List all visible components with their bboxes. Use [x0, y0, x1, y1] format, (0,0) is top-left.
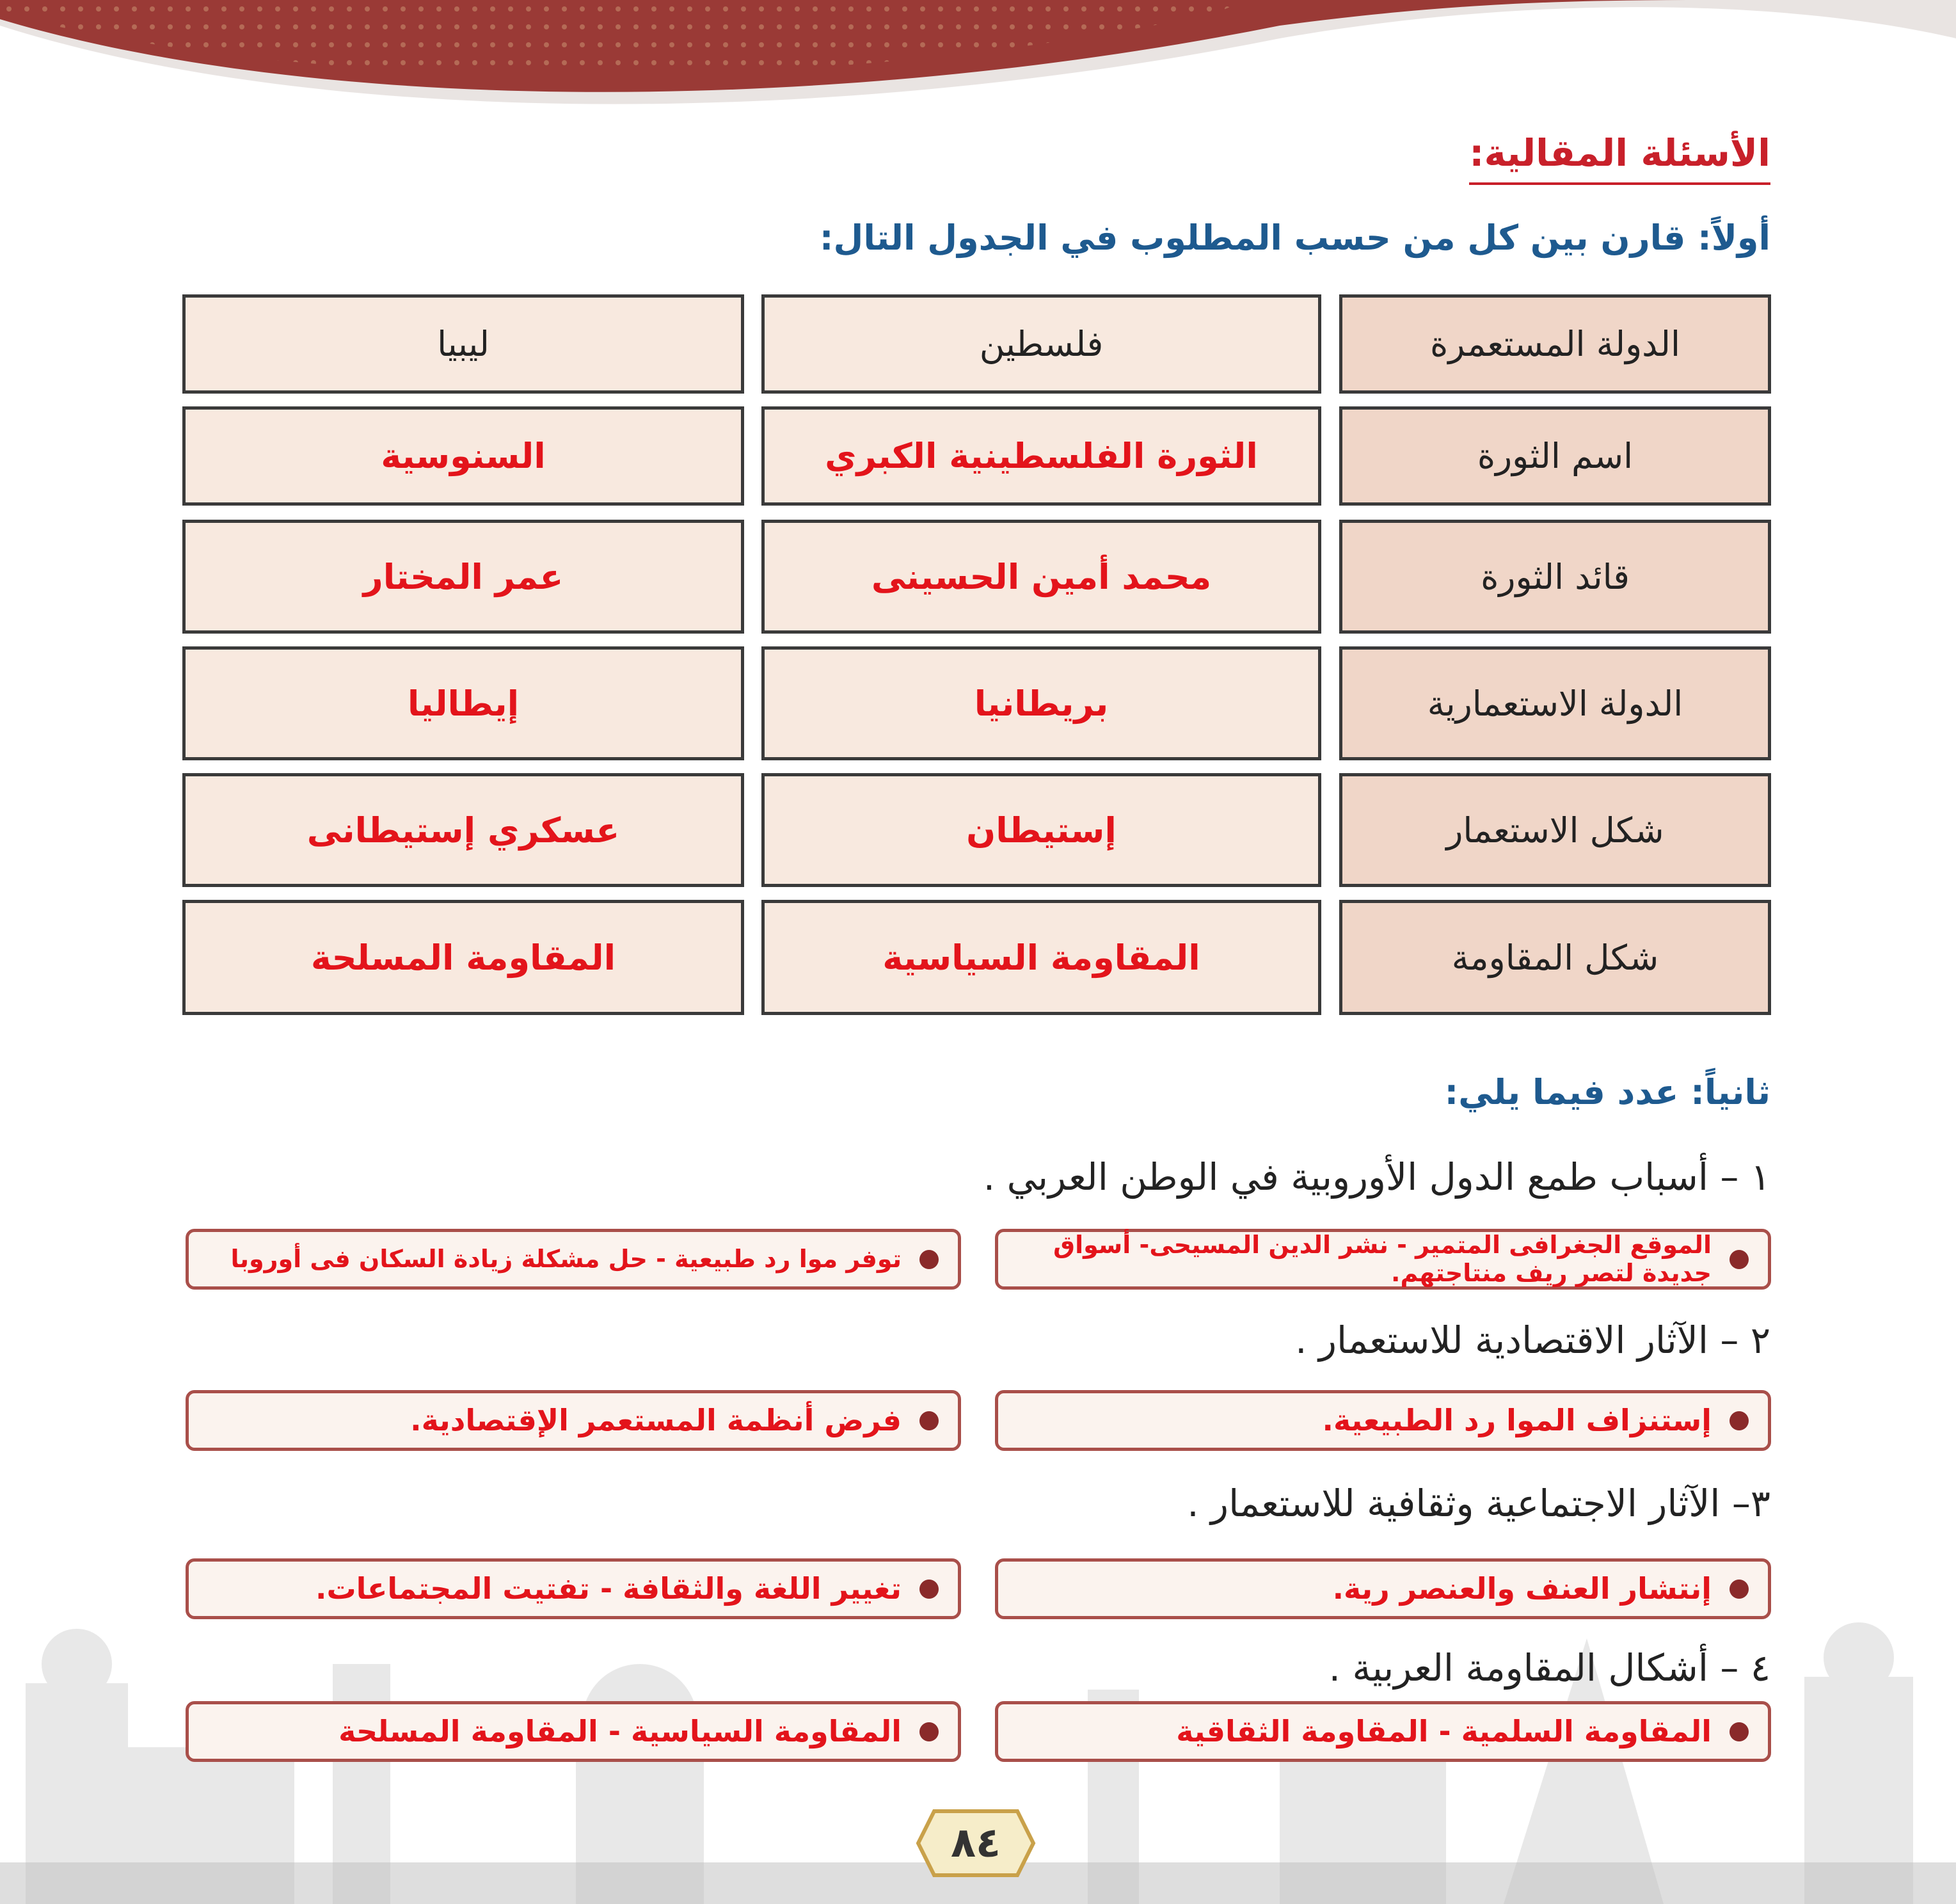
answer-cell: عمر المختار	[182, 520, 744, 634]
bullet-icon	[919, 1250, 939, 1269]
item-heading: ١ – أسباب طمع الدول الأوروبية في الوطن العربي .	[983, 1155, 1770, 1199]
bullet-icon	[1729, 1250, 1749, 1269]
row-label: قائد الثورة	[1339, 520, 1771, 634]
answer-cell: السنوسية	[182, 406, 744, 506]
answer-text: فرض أنظمة المستعمر الإقتصادية.	[410, 1403, 902, 1438]
question2-heading: ثانياً: عدد فيما يلي:	[1444, 1072, 1770, 1112]
bullet-icon	[919, 1580, 939, 1599]
answer-box	[995, 1558, 1771, 1619]
answer-cell: المقاومة المسلحة	[182, 900, 744, 1015]
answer-box	[995, 1390, 1771, 1451]
item-heading: ٣– الآثار الاجتماعية وثقافية للاستعمار .	[1187, 1482, 1770, 1525]
top-banner-decoration	[0, 0, 1956, 134]
item-heading: ٤ – أشكال المقاومة العربية .	[1328, 1646, 1770, 1690]
answer-box	[995, 1229, 1771, 1290]
answer-cell: الثورة الفلسطينية الكبري	[761, 406, 1321, 506]
table-header-label: الدولة المستعمرة	[1339, 294, 1771, 394]
answer-box	[995, 1701, 1771, 1762]
answer-text: إستنزاف الموا رد الطبيعية.	[1322, 1403, 1712, 1438]
answer-text: المقاومة السلمية - المقاومة الثقاقية	[1176, 1714, 1712, 1749]
answer-text: المقاومة السياسية - المقاومة المسلحة	[338, 1714, 902, 1749]
answer-box	[186, 1229, 961, 1290]
page-number: ٨٤	[950, 1820, 1001, 1867]
row-label: اسم الثورة	[1339, 406, 1771, 506]
table-header-libya: ليبيا	[182, 294, 744, 394]
item-heading: ٢ – الآثار الاقتصادية للاستعمار .	[1295, 1318, 1770, 1362]
answer-box	[186, 1701, 961, 1762]
answer-text: تغيير اللغة والثقافة - تفتيت المجتماعات.	[315, 1571, 902, 1606]
answer-text: إنتشار العنف والعنصر رية.	[1332, 1571, 1712, 1606]
table-header-palestine: فلسطين	[761, 294, 1321, 394]
answer-box	[186, 1390, 961, 1451]
bullet-icon	[919, 1722, 939, 1741]
answer-cell: إيطاليا	[182, 646, 744, 760]
answer-text: الموقع الجغرافى المتمير - نشر الدين المسيحى- أسواق جديدة لتصر ريف منتاجتهم.	[1053, 1230, 1712, 1287]
bullet-icon	[919, 1411, 939, 1430]
answer-cell: عسكري إستيطانى	[182, 773, 744, 887]
answer-cell: إستيطان	[761, 773, 1321, 887]
answer-cell: محمد أمين الحسينى	[761, 520, 1321, 634]
row-label: شكل المقاومة	[1339, 900, 1771, 1015]
answer-cell: بريطانيا	[761, 646, 1321, 760]
section-title: الأسئلة المقالية:	[1469, 131, 1770, 185]
bullet-icon	[1729, 1411, 1749, 1430]
answer-text: توفر موا رد طبيعية - حل مشكلة زيادة السكان فى أوروبا	[230, 1244, 902, 1273]
row-label: شكل الاستعمار	[1339, 773, 1771, 887]
page-number-badge	[915, 1805, 1037, 1882]
question1-heading: أولاً: قارن بين كل من حسب المطلوب في الجدول التال:	[819, 218, 1770, 258]
row-label: الدولة الاستعمارية	[1339, 646, 1771, 760]
answer-box	[186, 1558, 961, 1619]
bullet-icon	[1729, 1722, 1749, 1741]
bullet-icon	[1729, 1580, 1749, 1599]
answer-cell: المقاومة السياسية	[761, 900, 1321, 1015]
